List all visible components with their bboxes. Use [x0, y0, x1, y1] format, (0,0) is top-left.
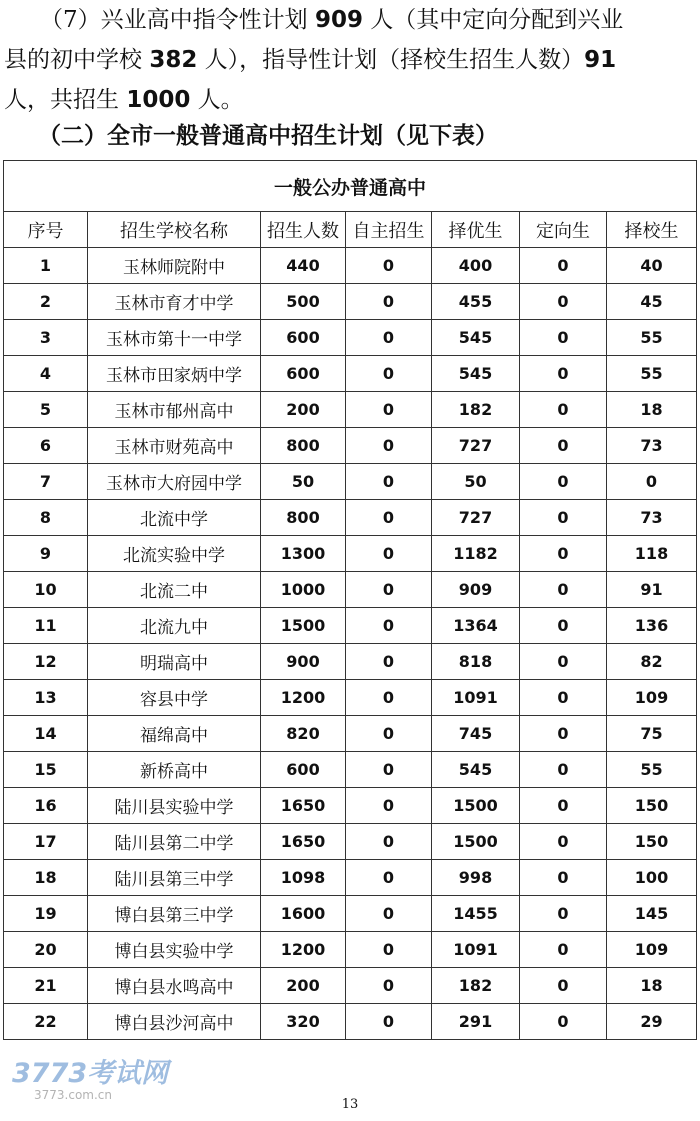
row-index-cell: 21	[4, 968, 88, 1004]
directed-students-cell: 0	[520, 752, 607, 788]
directed-students-cell: 0	[520, 896, 607, 932]
table-row	[4, 320, 697, 356]
enrollment-total-cell: 600	[261, 320, 346, 356]
self-enrollment-cell: 0	[346, 752, 432, 788]
row-index-cell: 1	[4, 248, 88, 284]
choice-students-cell: 75	[607, 716, 697, 752]
column-header: 定向生	[520, 212, 607, 248]
table-row	[4, 608, 697, 644]
merit-students-cell: 291	[432, 1004, 520, 1040]
directed-students-cell: 0	[520, 932, 607, 968]
merit-students-cell: 182	[432, 392, 520, 428]
directed-students-cell: 0	[520, 788, 607, 824]
self-enrollment-cell: 0	[346, 464, 432, 500]
choice-students-cell: 55	[607, 752, 697, 788]
enrollment-total-cell: 200	[261, 968, 346, 1004]
merit-students-cell: 1364	[432, 608, 520, 644]
enrollment-total-cell: 800	[261, 500, 346, 536]
self-enrollment-cell: 0	[346, 284, 432, 320]
table-row	[4, 464, 697, 500]
choice-students-cell: 73	[607, 500, 697, 536]
directed-students-cell: 0	[520, 320, 607, 356]
enrollment-total-cell: 800	[261, 428, 346, 464]
table-row	[4, 788, 697, 824]
directed-students-cell: 0	[520, 860, 607, 896]
row-index-cell: 16	[4, 788, 88, 824]
directed-students-cell: 0	[520, 716, 607, 752]
table-row	[4, 428, 697, 464]
choice-students-cell: 136	[607, 608, 697, 644]
table-body	[4, 248, 697, 1040]
table-row	[4, 716, 697, 752]
choice-students-cell: 18	[607, 968, 697, 1004]
watermark-sub-text: 3773.com.cn	[34, 1088, 112, 1102]
row-index-cell: 15	[4, 752, 88, 788]
merit-students-cell: 909	[432, 572, 520, 608]
self-enrollment-cell: 0	[346, 1004, 432, 1040]
enrollment-total-cell: 1600	[261, 896, 346, 932]
school-name-cell: 北流中学	[88, 500, 261, 536]
school-name-cell: 北流实验中学	[88, 536, 261, 572]
merit-students-cell: 50	[432, 464, 520, 500]
intro-line-2	[0, 40, 700, 80]
enrollment-total-cell: 1650	[261, 788, 346, 824]
school-name-cell: 陆川县第二中学	[88, 824, 261, 860]
directed-students-cell: 0	[520, 464, 607, 500]
school-name-cell: 北流九中	[88, 608, 261, 644]
choice-students-cell: 100	[607, 860, 697, 896]
row-index-cell: 13	[4, 680, 88, 716]
intro-line-3	[0, 80, 700, 120]
choice-students-cell: 55	[607, 320, 697, 356]
school-name-cell: 玉林市田家炳中学	[88, 356, 261, 392]
school-name-cell: 容县中学	[88, 680, 261, 716]
table-row	[4, 824, 697, 860]
table-row	[4, 932, 697, 968]
choice-students-cell: 91	[607, 572, 697, 608]
directed-students-cell: 0	[520, 1004, 607, 1040]
self-enrollment-cell: 0	[346, 608, 432, 644]
enrollment-total-cell: 500	[261, 284, 346, 320]
enrollment-total-cell: 50	[261, 464, 346, 500]
merit-students-cell: 545	[432, 356, 520, 392]
school-name-cell: 玉林市财苑高中	[88, 428, 261, 464]
intro-text: 人。	[190, 87, 244, 113]
enrollment-total-cell: 1200	[261, 680, 346, 716]
merit-students-cell: 400	[432, 248, 520, 284]
enrollment-total-cell: 200	[261, 392, 346, 428]
column-header: 择校生	[607, 212, 697, 248]
enrollment-total-cell: 1098	[261, 860, 346, 896]
merit-students-cell: 1500	[432, 824, 520, 860]
merit-students-cell: 182	[432, 968, 520, 1004]
self-enrollment-cell: 0	[346, 680, 432, 716]
school-name-cell: 新桥高中	[88, 752, 261, 788]
choice-students-cell: 45	[607, 284, 697, 320]
school-name-cell: 玉林市郁州高中	[88, 392, 261, 428]
row-index-cell: 22	[4, 1004, 88, 1040]
merit-students-cell: 745	[432, 716, 520, 752]
page-number: 13	[341, 1097, 359, 1112]
table-row	[4, 860, 697, 896]
self-enrollment-cell: 0	[346, 572, 432, 608]
row-index-cell: 8	[4, 500, 88, 536]
directed-students-cell: 0	[520, 680, 607, 716]
column-header: 自主招生	[346, 212, 432, 248]
merit-students-cell: 545	[432, 320, 520, 356]
table-row	[4, 248, 697, 284]
row-index-cell: 14	[4, 716, 88, 752]
merit-students-cell: 545	[432, 752, 520, 788]
merit-students-cell: 998	[432, 860, 520, 896]
choice-students-cell: 18	[607, 392, 697, 428]
table-row	[4, 536, 697, 572]
directed-students-cell: 0	[520, 284, 607, 320]
school-name-cell: 博白县第三中学	[88, 896, 261, 932]
table-row	[4, 968, 697, 1004]
table-row	[4, 500, 697, 536]
directed-students-cell: 0	[520, 248, 607, 284]
column-header: 序号	[4, 212, 88, 248]
merit-students-cell: 455	[432, 284, 520, 320]
directed-students-cell: 0	[520, 968, 607, 1004]
intro-text: （7）兴业高中指令性计划	[40, 7, 315, 33]
table-row	[4, 392, 697, 428]
enrollment-total-cell: 440	[261, 248, 346, 284]
school-name-cell: 博白县沙河高中	[88, 1004, 261, 1040]
self-enrollment-cell: 0	[346, 716, 432, 752]
row-index-cell: 5	[4, 392, 88, 428]
table-row	[4, 284, 697, 320]
row-index-cell: 10	[4, 572, 88, 608]
school-name-cell: 玉林师院附中	[88, 248, 261, 284]
intro-text: 人（其中定向分配到兴业	[362, 7, 624, 33]
directed-students-cell: 0	[520, 608, 607, 644]
enrollment-total-cell: 1000	[261, 572, 346, 608]
school-name-cell: 陆川县实验中学	[88, 788, 261, 824]
intro-text: 人），指导性计划（择校生招生人数）	[197, 47, 585, 73]
choice-students-cell: 82	[607, 644, 697, 680]
choice-students-cell: 73	[607, 428, 697, 464]
table-row	[4, 752, 697, 788]
table-row	[4, 1004, 697, 1040]
directed-students-cell: 0	[520, 536, 607, 572]
choice-students-cell: 55	[607, 356, 697, 392]
choice-students-cell: 0	[607, 464, 697, 500]
row-index-cell: 20	[4, 932, 88, 968]
choice-students-cell: 40	[607, 248, 697, 284]
self-enrollment-cell: 0	[346, 356, 432, 392]
self-enrollment-cell: 0	[346, 932, 432, 968]
school-name-cell: 玉林市大府园中学	[88, 464, 261, 500]
self-enrollment-cell: 0	[346, 392, 432, 428]
choice-students-cell: 150	[607, 788, 697, 824]
self-enrollment-cell: 0	[346, 788, 432, 824]
row-index-cell: 18	[4, 860, 88, 896]
row-index-cell: 12	[4, 644, 88, 680]
intro-paragraph	[0, 0, 700, 120]
self-enrollment-cell: 0	[346, 248, 432, 284]
merit-students-cell: 1091	[432, 680, 520, 716]
choice-students-cell: 29	[607, 1004, 697, 1040]
row-index-cell: 3	[4, 320, 88, 356]
directed-students-cell: 0	[520, 356, 607, 392]
table-row	[4, 572, 697, 608]
intro-text: 人，共招生	[4, 87, 127, 113]
self-enrollment-cell: 0	[346, 320, 432, 356]
intro-number: 91	[584, 47, 617, 73]
school-name-cell: 明瑞高中	[88, 644, 261, 680]
choice-students-cell: 109	[607, 932, 697, 968]
school-name-cell: 玉林市育才中学	[88, 284, 261, 320]
merit-students-cell: 1500	[432, 788, 520, 824]
enrollment-total-cell: 1300	[261, 536, 346, 572]
self-enrollment-cell: 0	[346, 644, 432, 680]
merit-students-cell: 727	[432, 500, 520, 536]
directed-students-cell: 0	[520, 572, 607, 608]
self-enrollment-cell: 0	[346, 860, 432, 896]
intro-line-1	[0, 0, 700, 40]
row-index-cell: 6	[4, 428, 88, 464]
enrollment-total-cell: 1200	[261, 932, 346, 968]
school-name-cell: 玉林市第十一中学	[88, 320, 261, 356]
enrollment-total-cell: 600	[261, 356, 346, 392]
enrollment-total-cell: 1650	[261, 824, 346, 860]
column-header: 招生学校名称	[88, 212, 261, 248]
column-header: 择优生	[432, 212, 520, 248]
self-enrollment-cell: 0	[346, 896, 432, 932]
enrollment-total-cell: 600	[261, 752, 346, 788]
table-row	[4, 356, 697, 392]
directed-students-cell: 0	[520, 500, 607, 536]
directed-students-cell: 0	[520, 428, 607, 464]
merit-students-cell: 1091	[432, 932, 520, 968]
school-name-cell: 博白县实验中学	[88, 932, 261, 968]
section-heading: （二）全市一般普通高中招生计划（见下表）	[38, 123, 498, 149]
row-index-cell: 7	[4, 464, 88, 500]
column-header: 招生人数	[261, 212, 346, 248]
directed-students-cell: 0	[520, 644, 607, 680]
row-index-cell: 9	[4, 536, 88, 572]
intro-number: 909	[314, 7, 363, 33]
row-index-cell: 19	[4, 896, 88, 932]
merit-students-cell: 1182	[432, 536, 520, 572]
enrollment-total-cell: 900	[261, 644, 346, 680]
choice-students-cell: 150	[607, 824, 697, 860]
enrollment-table	[3, 160, 697, 1040]
merit-students-cell: 818	[432, 644, 520, 680]
table-header-row	[4, 212, 697, 248]
self-enrollment-cell: 0	[346, 824, 432, 860]
school-name-cell: 福绵高中	[88, 716, 261, 752]
table-caption: 一般公办普通高中	[4, 161, 697, 212]
row-index-cell: 4	[4, 356, 88, 392]
self-enrollment-cell: 0	[346, 536, 432, 572]
enrollment-total-cell: 820	[261, 716, 346, 752]
self-enrollment-cell: 0	[346, 500, 432, 536]
watermark-main-text: 3773考试网	[12, 1058, 169, 1089]
choice-students-cell: 118	[607, 536, 697, 572]
table-row	[4, 680, 697, 716]
school-name-cell: 陆川县第三中学	[88, 860, 261, 896]
table-row	[4, 896, 697, 932]
row-index-cell: 11	[4, 608, 88, 644]
choice-students-cell: 145	[607, 896, 697, 932]
directed-students-cell: 0	[520, 824, 607, 860]
table-row	[4, 644, 697, 680]
self-enrollment-cell: 0	[346, 428, 432, 464]
row-index-cell: 2	[4, 284, 88, 320]
intro-number: 1000	[126, 87, 191, 113]
intro-text: 县的初中学校	[4, 47, 150, 73]
school-name-cell: 北流二中	[88, 572, 261, 608]
row-index-cell: 17	[4, 824, 88, 860]
directed-students-cell: 0	[520, 392, 607, 428]
intro-number: 382	[149, 47, 198, 73]
self-enrollment-cell: 0	[346, 968, 432, 1004]
choice-students-cell: 109	[607, 680, 697, 716]
enrollment-total-cell: 320	[261, 1004, 346, 1040]
merit-students-cell: 1455	[432, 896, 520, 932]
school-name-cell: 博白县水鸣高中	[88, 968, 261, 1004]
merit-students-cell: 727	[432, 428, 520, 464]
enrollment-total-cell: 1500	[261, 608, 346, 644]
